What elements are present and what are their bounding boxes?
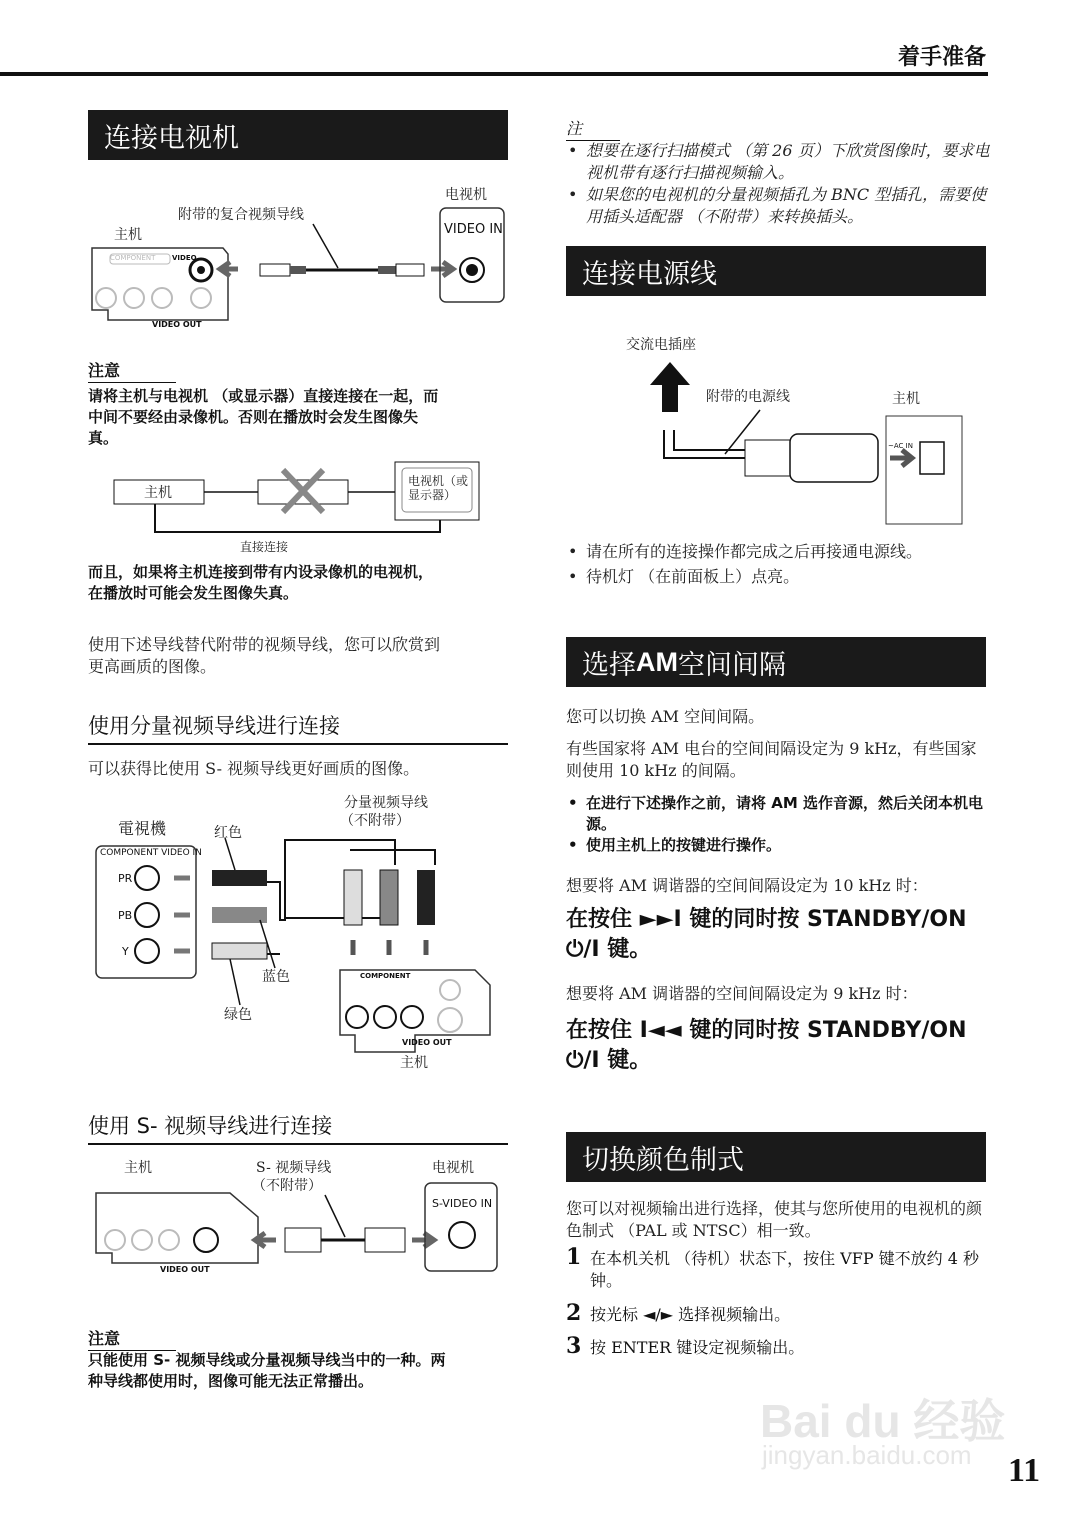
pr-label: PR xyxy=(118,872,133,885)
red-label: 红色 xyxy=(214,825,242,841)
video-out-label: VIDEO OUT xyxy=(160,1265,210,1274)
component-text: 可以获得比使用 S- 视频导线更好画质的图像。 xyxy=(88,759,420,778)
tv-label: 电视机 xyxy=(432,1160,474,1176)
tv-label: 電視機 xyxy=(118,819,167,838)
step-3 xyxy=(566,1333,991,1359)
video-label: VIDEO xyxy=(172,254,197,262)
am-bullets xyxy=(566,793,991,856)
color-intro: 您可以对视频输出进行选择，使其与您所使用的电视机的颜色制式 （PAL 或 NTSC）相一致。 xyxy=(566,1199,983,1240)
cable-label: S- 视频导线 xyxy=(256,1160,332,1176)
step-2 xyxy=(566,1300,991,1326)
tv-label: 电视机（或显示器） xyxy=(408,474,469,502)
video-in-label: VIDEO IN xyxy=(444,222,503,237)
video-out-label: VIDEO OUT xyxy=(402,1038,452,1047)
step-text: 在本机关机 （待机）状态下，按住 VFP 键不放约 4 秒钟。 xyxy=(590,1249,980,1290)
section-power xyxy=(566,246,986,296)
not-supplied-label: （不附带） xyxy=(252,1178,322,1194)
ac-in-label: ~AC IN xyxy=(888,442,913,450)
caution-line: 真。 xyxy=(88,429,119,447)
blue-label: 蓝色 xyxy=(262,969,290,985)
title-part: 空间间隔 xyxy=(678,649,786,681)
caution2-text xyxy=(88,562,518,604)
note-item: • 想要在逐行扫描模式 （第 26 页）下欣赏图像时，要求电视机带有逐行扫描视频输入。 xyxy=(566,140,991,184)
am-p1: 您可以切换 AM 空间间隔。 xyxy=(566,707,765,726)
section-title: 切换颜色制式 xyxy=(582,1144,744,1176)
direct-connection-diagram xyxy=(110,460,490,560)
am-instr9: 在按住 I◄◄ 键的同时按 STANDBY/ON ⏻/I 键。 xyxy=(566,1018,967,1073)
intro-line: 更高画质的图像。 xyxy=(88,657,217,676)
watermark-logo: Bai du 经验 xyxy=(760,1395,1006,1447)
am-set10: 想要将 AM 调谐器的空间间隔设定为 10 kHz 时： xyxy=(566,876,928,895)
outlet-label: 交流电插座 xyxy=(626,337,696,353)
power-bullets xyxy=(566,541,991,588)
component-out-label: COMPONENT xyxy=(360,972,411,980)
am-bullet: • 使用主机上的按键进行操作。 xyxy=(566,835,991,856)
section-title: 连接电源线 xyxy=(582,258,717,290)
step-number: 1 xyxy=(566,1244,582,1270)
step-text: 按光标 ◄/► 选择视频输出。 xyxy=(590,1305,791,1324)
caution-label: 注意 xyxy=(88,358,176,383)
pb-label: PB xyxy=(118,909,133,922)
unit-label: 主机 xyxy=(124,1160,152,1176)
am-instr10: 在按住 ►►I 键的同时按 STANDBY/ON ⏻/I 键。 xyxy=(566,907,967,962)
step-number: 2 xyxy=(566,1300,582,1326)
note-list xyxy=(566,140,991,228)
green-label: 绿色 xyxy=(224,1007,252,1023)
unit-label: 主机 xyxy=(144,485,172,501)
intro-line: 使用下述导线替代附带的视频导线，您可以欣赏到 xyxy=(88,635,441,654)
svideo-diagram xyxy=(90,1155,510,1280)
page-number: 11 xyxy=(1008,1452,1041,1489)
not-supplied-label: （不附带） xyxy=(340,813,410,829)
title-part: 选择 xyxy=(582,649,636,681)
component-video-in-label: COMPONENT VIDEO IN xyxy=(100,848,202,858)
component-label: COMPONENT xyxy=(110,254,156,262)
am-p2: 有些国家将 AM 电台的空间间隔设定为 9 kHz，有些国家则使用 10 kHz 的间隔。 xyxy=(566,739,977,780)
intro-text xyxy=(88,634,518,678)
watermark-url: jingyan.baidu.com xyxy=(762,1440,972,1470)
section-connect-tv xyxy=(88,110,508,160)
am-set9: 想要将 AM 调谐器的空间间隔设定为 9 kHz 时： xyxy=(566,984,918,1003)
svideo-in-label: S-VIDEO IN xyxy=(432,1197,493,1210)
section-title: 连接电视机 xyxy=(104,122,239,154)
unit-label: 主机 xyxy=(114,227,142,243)
unit-label: 主机 xyxy=(400,1055,428,1071)
caution-text xyxy=(88,386,518,449)
section-color xyxy=(566,1132,986,1182)
power-diagram xyxy=(620,330,970,530)
header-rule xyxy=(0,72,988,76)
section-am xyxy=(566,637,986,687)
caution-line: 只能使用 S- 视频导线或分量视频导线当中的一种。两 xyxy=(88,1351,446,1369)
cord-label: 附带的电源线 xyxy=(706,389,790,405)
caution-line: 而且，如果将主机连接到带有内设录像机的电视机， xyxy=(88,563,434,581)
note-label: 注 xyxy=(566,116,620,141)
video-out-label: VIDEO OUT xyxy=(152,320,202,329)
title-part: AM xyxy=(636,646,678,677)
caution-line: 在播放时可能会发生图像失真。 xyxy=(88,584,299,602)
chapter-title: 着手准备 xyxy=(897,45,986,70)
component-diagram xyxy=(90,790,510,1075)
step-1 xyxy=(566,1244,991,1292)
direct-label: 直接连接 xyxy=(240,540,289,554)
am-bullet: • 在进行下述操作之前，请将 AM 选作音源，然后关闭本机电源。 xyxy=(566,793,991,835)
power-bullet: • 待机灯 （在前面板上）点亮。 xyxy=(566,566,991,588)
composite-diagram xyxy=(88,180,518,330)
svideo-caution-text xyxy=(88,1350,518,1392)
caution-line: 种导线都使用时，图像可能无法正常播出。 xyxy=(88,1372,374,1390)
tv-label: 电视机 xyxy=(445,187,487,203)
power-bullet: • 请在所有的连接操作都完成之后再接通电源线。 xyxy=(566,541,991,563)
caution-line: 中间不要经由录像机。否则在播放时会发生图像失 xyxy=(88,408,419,426)
caution-label: 注意 xyxy=(88,1326,176,1351)
y-label: Y xyxy=(122,945,129,958)
svideo-heading: 使用 S- 视频导线进行连接 xyxy=(88,1110,508,1145)
component-heading: 使用分量视频导线进行连接 xyxy=(88,710,508,745)
cable-label: 附带的复合视频导线 xyxy=(178,207,304,223)
step-number: 3 xyxy=(566,1333,582,1359)
step-text: 按 ENTER 键设定视频输出。 xyxy=(590,1338,805,1357)
caution-line: 请将主机与电视机 （或显示器）直接连接在一起，而 xyxy=(88,387,439,405)
note-item: • 如果您的电视机的分量视频插孔为 BNC 型插孔，需要使用插头适配器 （不附带）来转换插头。 xyxy=(566,184,991,228)
cable-label: 分量视频导线 xyxy=(344,795,428,811)
unit-label: 主机 xyxy=(892,391,920,407)
